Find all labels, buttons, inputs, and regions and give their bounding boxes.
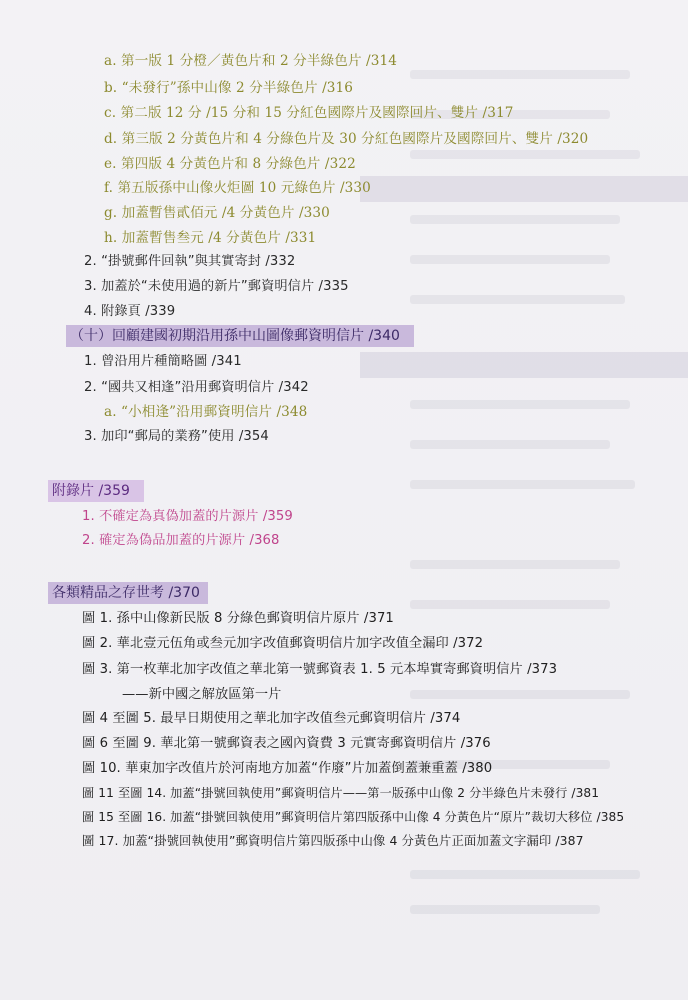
figure-entry: 圖 15 至圖 16. 加蓋“掛號回執使用”郵資明信片第四版孫中山像 4 分黃色片“原片”裁切大移位 /385 xyxy=(82,810,625,824)
appendix-item: 1. 不確定為真偽加蓋的片源片 /359 xyxy=(82,509,293,524)
toc-subitem: a. “小相逢”沿用郵資明信片 /348 xyxy=(104,404,308,420)
toc-subitem: g. 加蓋暫售貳佰元 /4 分黃色片 /330 xyxy=(104,205,330,221)
appendix-item: 2. 確定為偽品加蓋的片源片 /368 xyxy=(82,533,280,548)
figure-entry: 圖 6 至圖 9. 華北第一號郵資表之國內資費 3 元實寄郵資明信片 /376 xyxy=(82,736,491,751)
toc-subitem: e. 第四版 4 分黃色片和 8 分綠色片 /322 xyxy=(104,156,356,172)
toc-subitem: f. 第五版孫中山像火炬圖 10 元綠色片 /330 xyxy=(104,180,371,196)
figure-entry-continuation: ——新中國之解放區第一片 xyxy=(122,687,282,702)
toc-item: 3. 加印“郵局的業務”使用 /354 xyxy=(84,429,269,444)
toc-item: 4. 附錄頁 /339 xyxy=(84,304,176,319)
section-heading: （十）回顧建國初期沿用孫中山圖像郵資明信片 /340 xyxy=(66,325,414,347)
figure-entry: 圖 3. 第一枚華北加字改值之華北第一號郵資表 1. 5 元本埠實寄郵資明信片 /373 xyxy=(82,662,558,677)
toc-item: 2. “掛號郵件回執”與其實寄封 /332 xyxy=(84,254,296,269)
toc-subitem: d. 第三版 2 分黃色片和 4 分綠色片及 30 分紅色國際片及國際回片、雙片 /320 xyxy=(104,131,589,147)
figure-entry: 圖 11 至圖 14. 加蓋“掛號回執使用”郵資明信片——第一版孫中山像 2 分半綠色片未發行 /381 xyxy=(82,786,600,800)
figure-entry: 圖 2. 華北壹元伍角或叁元加字改值郵資明信片加字改值全漏印 /372 xyxy=(82,636,484,651)
preservation-heading: 各類精品之存世考 /370 xyxy=(48,582,208,604)
figure-entry: 圖 10. 華東加字改值片於河南地方加蓋“作廢”片加蓋倒蓋兼重蓋 /380 xyxy=(82,761,493,776)
figure-entry: 圖 17. 加蓋“掛號回執使用”郵資明信片第四版孫中山像 4 分黃色片正面加蓋文字漏印 /387 xyxy=(82,833,584,848)
toc-subitem: h. 加蓋暫售叁元 /4 分黃色片 /331 xyxy=(104,230,317,246)
figure-entry: 圖 4 至圖 5. 最早日期使用之華北加字改值叁元郵資明信片 /374 xyxy=(82,711,461,726)
toc-subitem: a. 第一版 1 分橙／黃色片和 2 分半綠色片 /314 xyxy=(104,53,397,69)
toc-item: 2. “國共又相逢”沿用郵資明信片 /342 xyxy=(84,380,309,395)
figure-entry: 圖 1. 孫中山像新民版 8 分綠色郵資明信片原片 /371 xyxy=(82,611,394,626)
toc-item: 3. 加蓋於“未使用過的新片”郵資明信片 /335 xyxy=(84,279,349,294)
toc-subitem: c. 第二版 12 分 /15 分和 15 分紅色國際片及國際回片、雙片 /317 xyxy=(104,105,514,121)
appendix-heading: 附錄片 /359 xyxy=(48,480,144,502)
toc-subitem: b. “未發行”孫中山像 2 分半綠色片 /316 xyxy=(104,80,354,96)
toc-item: 1. 曾沿用片種簡略圖 /341 xyxy=(84,354,242,369)
